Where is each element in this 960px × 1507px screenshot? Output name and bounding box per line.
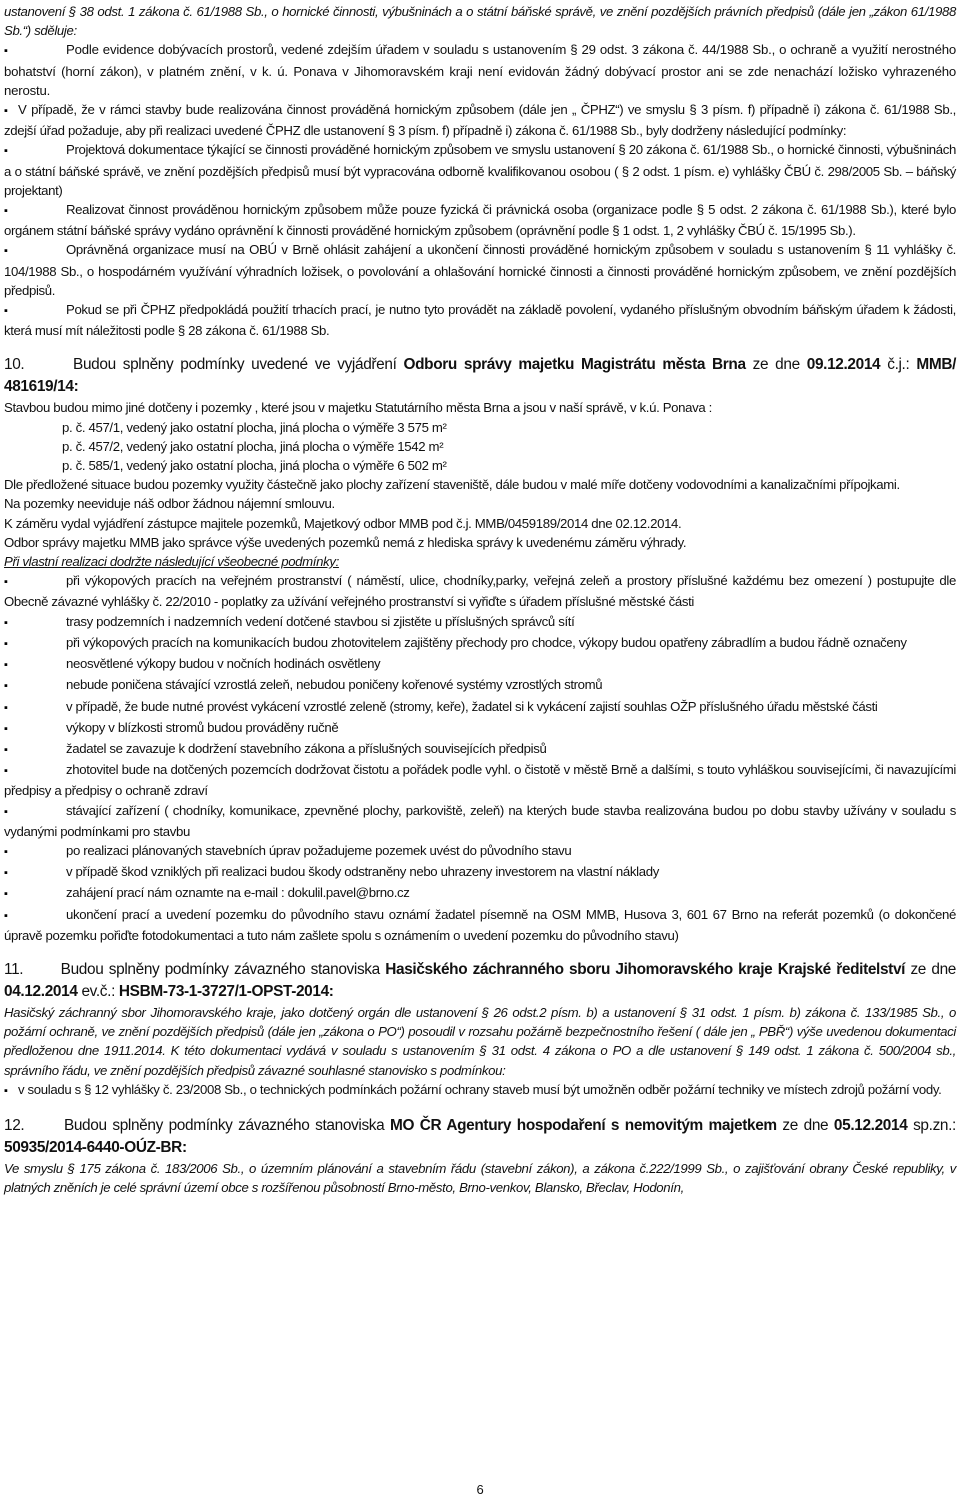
bullet-icon: ▪ [4, 45, 8, 58]
parcel-list [4, 418, 956, 476]
authority-name: MO ČR Agentury hospodaření s nemovitým majetkem [390, 1116, 777, 1134]
list-item-text: zahájení prací nám oznamte na e-mail : dokulil.pavel@brno.cz [66, 885, 410, 901]
paragraph: K záměru vydal vyjádření zástupce majitele pozemků, Majetkový odbor MMB pod č.j. MMB/0459189/2014 dne 02.12.2014. [4, 515, 682, 531]
list-item [4, 760, 956, 800]
list-item [4, 883, 956, 904]
list-item-text: neosvětlené výkopy budou v nočních hodinách osvětleny [66, 656, 381, 672]
intro-paragraph: ustanovení § 38 odst. 1 zákona č. 61/1988 Sb., o hornické činnosti, výbušninách a o státní báňské správě, ve znění pozdějších právních předpisů (dále jen „zákon 61/1988 Sb.“) sděluje: [4, 4, 956, 39]
bullet-icon: ▪ [4, 845, 8, 858]
bullet-icon: ▪ [4, 245, 8, 258]
bullet-icon: ▪ [4, 805, 8, 818]
list-item [4, 633, 956, 654]
list-item [4, 200, 956, 240]
list-item [4, 654, 956, 675]
reference-number: MMB/ 481619/14: [4, 356, 957, 396]
list-item [4, 862, 956, 883]
list-item-text: zhotovitel bude na dotčených pozemcích dodržovat čistotu a pořádek podle vyhl. o čistotě v městě Brně a dalšími, s touto vyhláškou souvisejícími, či navazujícími předpisy a předpisy o ochraně zdraví [4, 762, 956, 799]
list-item [4, 612, 956, 633]
section-10-text [4, 475, 956, 552]
list-item [4, 40, 956, 100]
list-item [4, 718, 956, 739]
page-number: 6 [476, 1482, 484, 1497]
bullet-icon: ▪ [4, 867, 8, 880]
list-item [4, 905, 956, 945]
list-item [4, 100, 956, 140]
parcel-item: p. č. 457/1, vedený jako ostatní plocha, jiná plocha o výměře 3 575 m² [62, 419, 447, 435]
bullet-icon: ▪ [4, 701, 8, 714]
list-item-text: v případě škod vzniklých při realizaci budou škody odstraněny nebo uhrazeny investorem na vlastní náklady [66, 864, 659, 880]
bullet-icon: ▪ [4, 205, 8, 218]
paragraph: Hasičský záchranný sbor Jihomoravského kraje, jako dotčený orgán dle ustanovení § 26 odst.2 písm. b) a ustanovení § 31 odst. 1 písm. b) zákona č. 133/1985 Sb., o požární ochraně, ve znění pozdějších předpisů (dále jen „zákona o PO“) posoudil v rozsahu požárně bezpečnostního řešení ( dále jen „ PBŘ“) výše uvedenou dokumentaci předloženou dne 1911.2014. K této dokumentaci vydává v souladu s ustanovením § 31 odst. 4 zákona o PO a dle ustanovení § 149 odst. 1 zákona č. 500/2004 sb., správního řádu, ve znění pozdějších předpisů závazné souhlasné stanovisko s podmínkou: [4, 1004, 956, 1078]
list-item-text: Realizovat činnost prováděnou hornickým způsobem může pouze fyzická či právnická osoba (organizace podle § 5 odst. 2 zákona č. 61/1988 Sb.), které bylo orgánem státní báňské správy vydáno oprávnění k činnosti prováděné hornickým způsobem (oprávnění podle § 1 odst. 1, 2 vyhlášky ČBÚ č. 15/1995 Sb.). [4, 202, 956, 239]
list-item-text: trasy podzemních i nadzemních vedení dotčené stavbou si zjistěte u příslušných správců sítí [66, 613, 575, 629]
list-item [4, 300, 956, 340]
paragraph: Odbor správy majetku MMB jako správce výše uvedených pozemků nemá z hlediska správy k uvedenému záměru výhrady. [4, 534, 687, 550]
bullet-icon: ▪ [4, 659, 8, 672]
list-item [4, 240, 956, 300]
list-item-text: při výkopových pracích na veřejném prostranství ( náměstí, ulice, chodníky,parky, veřejná zeleň a prostory příslušné každému bez omezení ) postupujte dle Obecně závazné vyhlášky č. 22/2010 - poplatky za užívání veřejného prostranství si vyřiďte s úřadem příslušné městské části [4, 573, 956, 610]
bullet-icon: ▪ [4, 305, 8, 318]
section-number: 10. [4, 356, 25, 374]
list-item [4, 697, 956, 718]
list-item-text: Oprávněná organizace musí na OBÚ v Brně ohlásit zahájení a ukončení činnosti prováděné hornickým způsobem v souladu s ustanovením § 11 vyhlášky č. 104/1988 Sb., o hospodárném využívání výhradních ložisek, o povolování a ohlašování hornické činnosti a činnosti prováděné hornickým způsobem, ve znění pozdějších předpisů. [4, 242, 956, 298]
list-item-text: nebude poničena stávající vzrostlá zeleň, nebudou poničeny kořenové systémy vzrostlých stromů [66, 677, 603, 693]
list-item-text: žadatel se zavazuje k dodržení stavebního zákona a příslušných souvisejících předpisů [66, 740, 547, 756]
section-12-heading: 12. Budou splněny podmínky závazného stanoviska MO ČR Agentury hospodaření s nemovitým majetkem ze dne 05.12.2014 sp.zn.: 50935/2014-6440-OÚZ-BR: [4, 1116, 956, 1156]
authority-name: Odboru správy majetku Magistrátu města Brna [403, 356, 746, 374]
list-item-text: Pokud se při ČPHZ předpokládá použití trhacích prací, je nutno tyto provádět na základě povolení, vydaného příslušným obvodním báňským úřadem k žádosti, která musí mít náležitosti podle § 28 zákona č. 61/1988 Sb. [4, 302, 956, 339]
conditions-list [4, 571, 956, 945]
reference-number: HSBM-73-1-3727/1-OPST-2014: [118, 982, 334, 1000]
list-item-text: při výkopových pracích na komunikacích budou zhotovitelem zajištěny přechody pro chodce, výkopy budou opatřeny zábradlím a budou řádně označeny [66, 634, 907, 650]
list-item [4, 140, 956, 200]
list-item-text: Projektová dokumentace týkající se činnosti prováděné hornickým způsobem ve smyslu ustanovení § 20 zákona č. 61/1988 Sb., o hornické činnosti, výbušninách a o státní báňské správě, ve znění pozdějších předpisů musí být vypracována odborně kvalifikovanou osobou ( § 2 odst. 1 písm. e) vyhlášky ČBÚ č. 298/2005 Sb. – báňský projektant) [4, 142, 956, 198]
bullet-icon: ▪ [4, 743, 8, 756]
list-item [4, 801, 956, 841]
bullet-icon: ▪ [4, 680, 8, 693]
list-item-text: po realizaci plánovaných stavebních úprav požadujeme pozemek uvést do původního stavu [66, 842, 572, 858]
list-item-text: v případě, že bude nutné provést vykácení vzrostlé zeleně (stromy, keře), žadatel si k vykácení zajistí souhlas OŽP příslušného úřadu městské části [66, 698, 878, 714]
section-11-heading: 11. Budou splněny podmínky závazného stanoviska Hasičského záchranného sboru Jihomoravského kraje Krajské ředitelství ze dne 04.12.2014 ev.č.: HSBM-73-1-3727/1-OPST-2014: [4, 960, 956, 1000]
bullet-icon: ▪ [4, 105, 8, 118]
bullet-icon: ▪ [4, 145, 8, 158]
parcel-item: p. č. 457/2, vedený jako ostatní plocha, jiná plocha o výměře 1542 m² [62, 438, 444, 454]
authority-name: Hasičského záchranného sboru Jihomoravského kraje Krajské ředitelství [385, 960, 906, 978]
paragraph: Dle předložené situace budou pozemky využity částečně jako plochy zařízení staveniště, dále budou v malé míře dotčeny vodovodními a kanalizačními přípojkami. [4, 477, 900, 493]
reference-number: 50935/2014-6440-OÚZ-BR: [4, 1138, 187, 1156]
bullet-icon: ▪ [4, 888, 8, 901]
list-item-text: V případě, že v rámci stavby bude realizována činnost prováděná hornickým způsobem (dále jen „ ČPHZ“) ve smyslu § 3 písm. f) případně i) zákona č. 61/1988 Sb., zdejší úřad požaduje, aby při realizaci uvedené ČPHZ dle ustanovení § 3 písm. f) případně i) zákona č. 61/1988 Sb., byly dodrženy následující podmínky: [4, 102, 956, 139]
list-item-text: Podle evidence dobývacích prostorů, vedené zdejším úřadem v souladu s ustanovením § 29 odst. 3 zákona č. 44/1988 Sb., o ochraně a využití nerostného bohatství (horní zákon), v platném znění, v k. ú. Ponava v Jihomoravském kraji není evidován žádný dobývací prostor ani se zde nenachází ložisko vyhrazeného nerostu. [4, 42, 956, 98]
list-item [4, 841, 956, 862]
bullet-icon: ▪ [4, 1084, 8, 1097]
paragraph: Na pozemky neeviduje náš odbor žádnou nájemní smlouvu. [4, 496, 335, 512]
list-item: ▪ v souladu s § 12 vyhlášky č. 23/2008 Sb., o technických podmínkách požární ochrany staveb musí být umožněn odběr požární techniky ve místech zdrojů požární vody. [4, 1080, 956, 1101]
bullet-icon: ▪ [4, 909, 8, 922]
list-item-text: výkopy v blízkosti stromů budou prováděny ručně [66, 719, 339, 735]
section-10-heading: 10. Budou splněny podmínky uvedené ve vyjádření Odboru správy majetku Magistrátu města Brna ze dne 09.12.2014 č.j.: MMB/ 481619/14: [4, 356, 957, 396]
conditions-title: Při vlastní realizaci dodržte následující všeobecné podmínky: [4, 554, 339, 570]
list-item [4, 675, 956, 696]
section-number: 12. [4, 1116, 25, 1134]
section-number: 11. [4, 960, 24, 978]
list-item-text: stávající zařízení ( chodníky, komunikace, zpevněné plochy, parkoviště, zeleň) na kterých bude stavba realizována budou po dobu stavby užívány v souladu s vydanými podmínkami pro stavbu [4, 802, 956, 839]
section-9-bullets [4, 40, 956, 340]
bullet-icon: ▪ [4, 637, 8, 650]
parcel-item: p. č. 585/1, vedený jako ostatní plocha, jiná plocha o výměře 6 502 m² [62, 458, 447, 474]
list-item-text: ukončení prací a uvedení pozemku do původního stavu oznámí žadatel písemně na OSM MMB, Husova 3, 601 67 Brno na referát pozemků (o dokončené úpravě pozemku pořiďte fotodokumentaci a tuto nám zašlete spolu s oznámením o uvedení pozemku do původního stavu) [4, 906, 956, 943]
paragraph: Ve smyslu § 175 zákona č. 183/2006 Sb., o územním plánování a stavebním řádu (stavební zákon), a zákona č.222/1999 Sb., o zajišťování obrany České republiky, v platných zněních je celé správní území obce s rozšířenou působností Brno-město, Brno-venkov, Blansko, Břeclav, Hodonín, [4, 1160, 956, 1196]
bullet-icon: ▪ [4, 576, 8, 589]
bullet-icon: ▪ [4, 722, 8, 735]
bullet-icon: ▪ [4, 616, 8, 629]
paragraph: Stavbou budou mimo jiné dotčeny i pozemky , které jsou v majetku Statutárního města Brna a jsou v naší správě, v k.ú. Ponava : [4, 400, 712, 416]
list-item [4, 739, 956, 760]
list-item [4, 571, 956, 611]
bullet-icon: ▪ [4, 765, 8, 778]
